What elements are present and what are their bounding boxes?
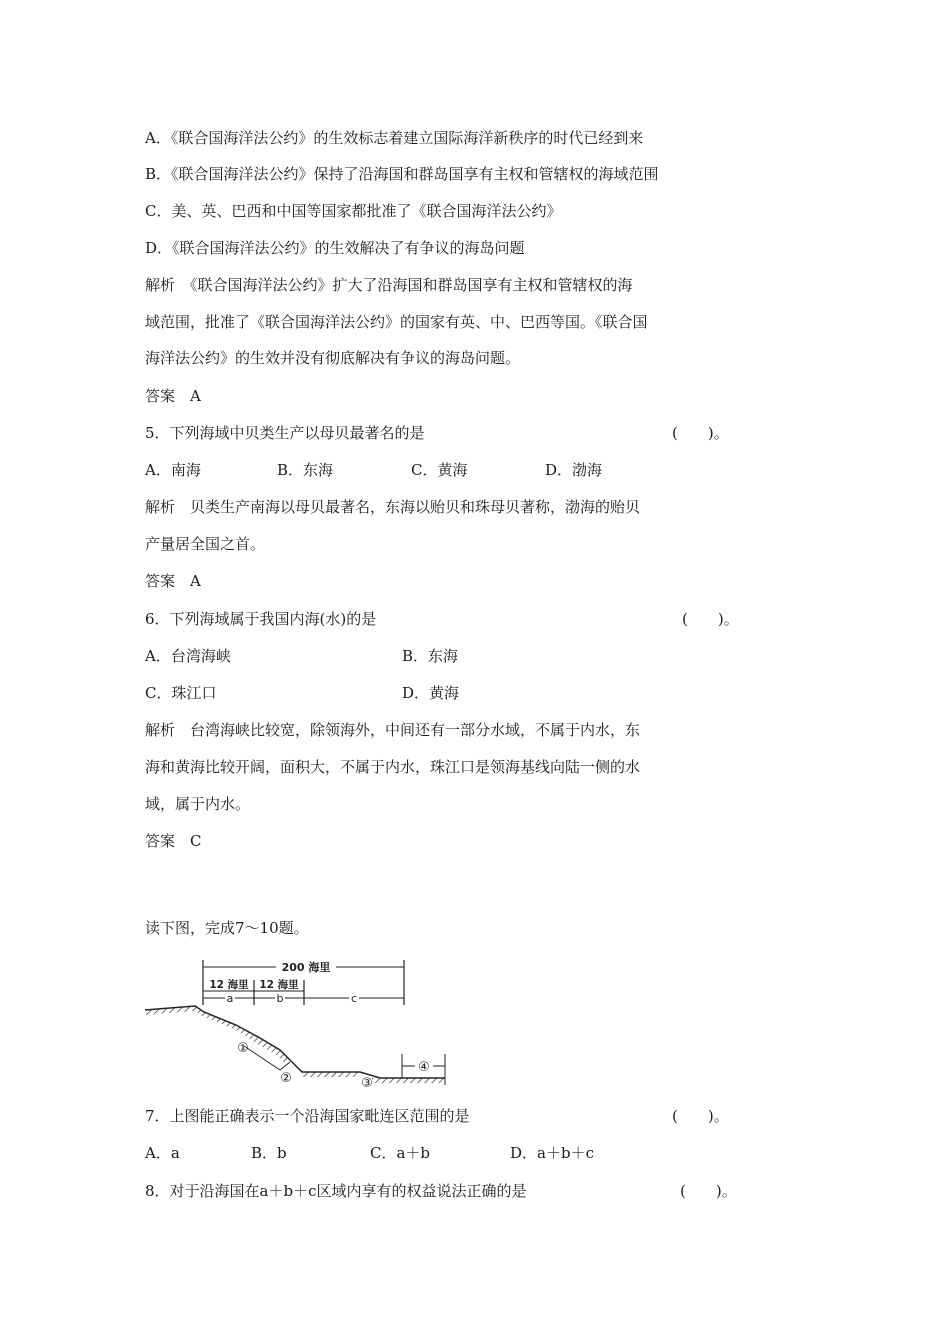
marker-2: ② bbox=[280, 1071, 292, 1086]
q8-answer-bracket: ( )。 bbox=[680, 1182, 737, 1200]
q7-option-a: A．a bbox=[145, 1144, 180, 1162]
q4-option-b: B．《联合国海洋法公约》保持了沿海国和群岛国享有主权和管辖权的海域范围 bbox=[145, 165, 659, 183]
label-zone-c: c bbox=[350, 992, 358, 1005]
q5-answer: 答案 A bbox=[145, 572, 201, 590]
q6-answer-bracket: ( )。 bbox=[682, 610, 739, 628]
q6-analysis-line-3: 域，属于内水。 bbox=[145, 795, 251, 813]
q4-answer: 答案 A bbox=[145, 387, 201, 405]
q7-option-d: D．a＋b＋c bbox=[510, 1144, 594, 1162]
q4-option-a: A．《联合国海洋法公约》的生效标志着建立国际海洋新秩序的时代已经到来 bbox=[145, 129, 644, 147]
q5-analysis-line-1: 解析 贝类生产南海以母贝最著名，东海以贻贝和珠母贝著称，渤海的贻贝 bbox=[145, 498, 641, 516]
q6-option-b: B．东海 bbox=[402, 647, 459, 665]
maritime-zones-figure bbox=[140, 950, 460, 1092]
q5-stem: 5．下列海域中贝类生产以母贝最著名的是 bbox=[145, 424, 425, 442]
q6-analysis-line-1: 解析 台湾海峡比较宽，除领海外，中间还有一部分水域，不属于内水，东 bbox=[145, 721, 641, 739]
q8-stem: 8．对于沿海国在a＋b＋c区域内享有的权益说法正确的是 bbox=[145, 1182, 527, 1200]
q5-option-a: A．南海 bbox=[145, 461, 201, 479]
marker-3: ③ bbox=[361, 1076, 373, 1091]
marker-4: ④ bbox=[418, 1060, 430, 1075]
q5-option-b: B．东海 bbox=[277, 461, 334, 479]
q7-option-c: C．a＋b bbox=[370, 1144, 431, 1162]
label-12-nautical-miles-a: 12 海里 bbox=[209, 979, 249, 991]
label-200-nautical-miles: 200 海里 bbox=[281, 961, 331, 974]
q5-option-c: C．黄海 bbox=[411, 461, 468, 479]
q5-answer-bracket: ( )。 bbox=[672, 424, 729, 442]
q7-stem: 7．上图能正确表示一个沿海国家毗连区范围的是 bbox=[145, 1107, 470, 1125]
q7-answer-bracket: ( )。 bbox=[672, 1107, 729, 1125]
label-zone-a: a bbox=[226, 992, 234, 1005]
q4-analysis-line-2: 域范围，批准了《联合国海洋法公约》的国家有英、中、巴西等国。《联合国 bbox=[145, 313, 648, 331]
q6-option-c: C．珠江口 bbox=[145, 684, 217, 702]
q7-option-b: B．b bbox=[251, 1144, 287, 1162]
figure-intro: 读下图，完成7～10题。 bbox=[145, 919, 309, 937]
q6-stem: 6．下列海域属于我国内海(水)的是 bbox=[145, 610, 377, 628]
label-zone-b: b bbox=[276, 992, 284, 1005]
q5-analysis-line-2: 产量居全国之首。 bbox=[145, 535, 266, 553]
seabed-profile bbox=[145, 1006, 445, 1085]
q5-option-d: D．渤海 bbox=[545, 461, 603, 479]
marker-1: ① bbox=[237, 1041, 249, 1056]
q4-analysis-line-3: 海洋法公约》的生效并没有彻底解决有争议的海岛问题。 bbox=[145, 349, 521, 367]
q6-answer: 答案 C bbox=[145, 832, 202, 850]
q6-analysis-line-2: 海和黄海比较开阔，面积大，不属于内水，珠江口是领海基线向陆一侧的水 bbox=[145, 758, 641, 776]
q4-option-c: C．美、英、巴西和中国等国家都批准了《联合国海洋法公约》 bbox=[145, 202, 562, 220]
q4-option-d: D．《联合国海洋法公约》的生效解决了有争议的海岛问题 bbox=[145, 239, 525, 257]
q6-option-d: D．黄海 bbox=[402, 684, 460, 702]
q4-analysis-line-1: 解析 《联合国海洋法公约》扩大了沿海国和群岛国享有主权和管辖权的海 bbox=[145, 276, 633, 294]
q6-option-a: A．台湾海峡 bbox=[145, 647, 231, 665]
label-12-nautical-miles-b: 12 海里 bbox=[259, 979, 299, 991]
